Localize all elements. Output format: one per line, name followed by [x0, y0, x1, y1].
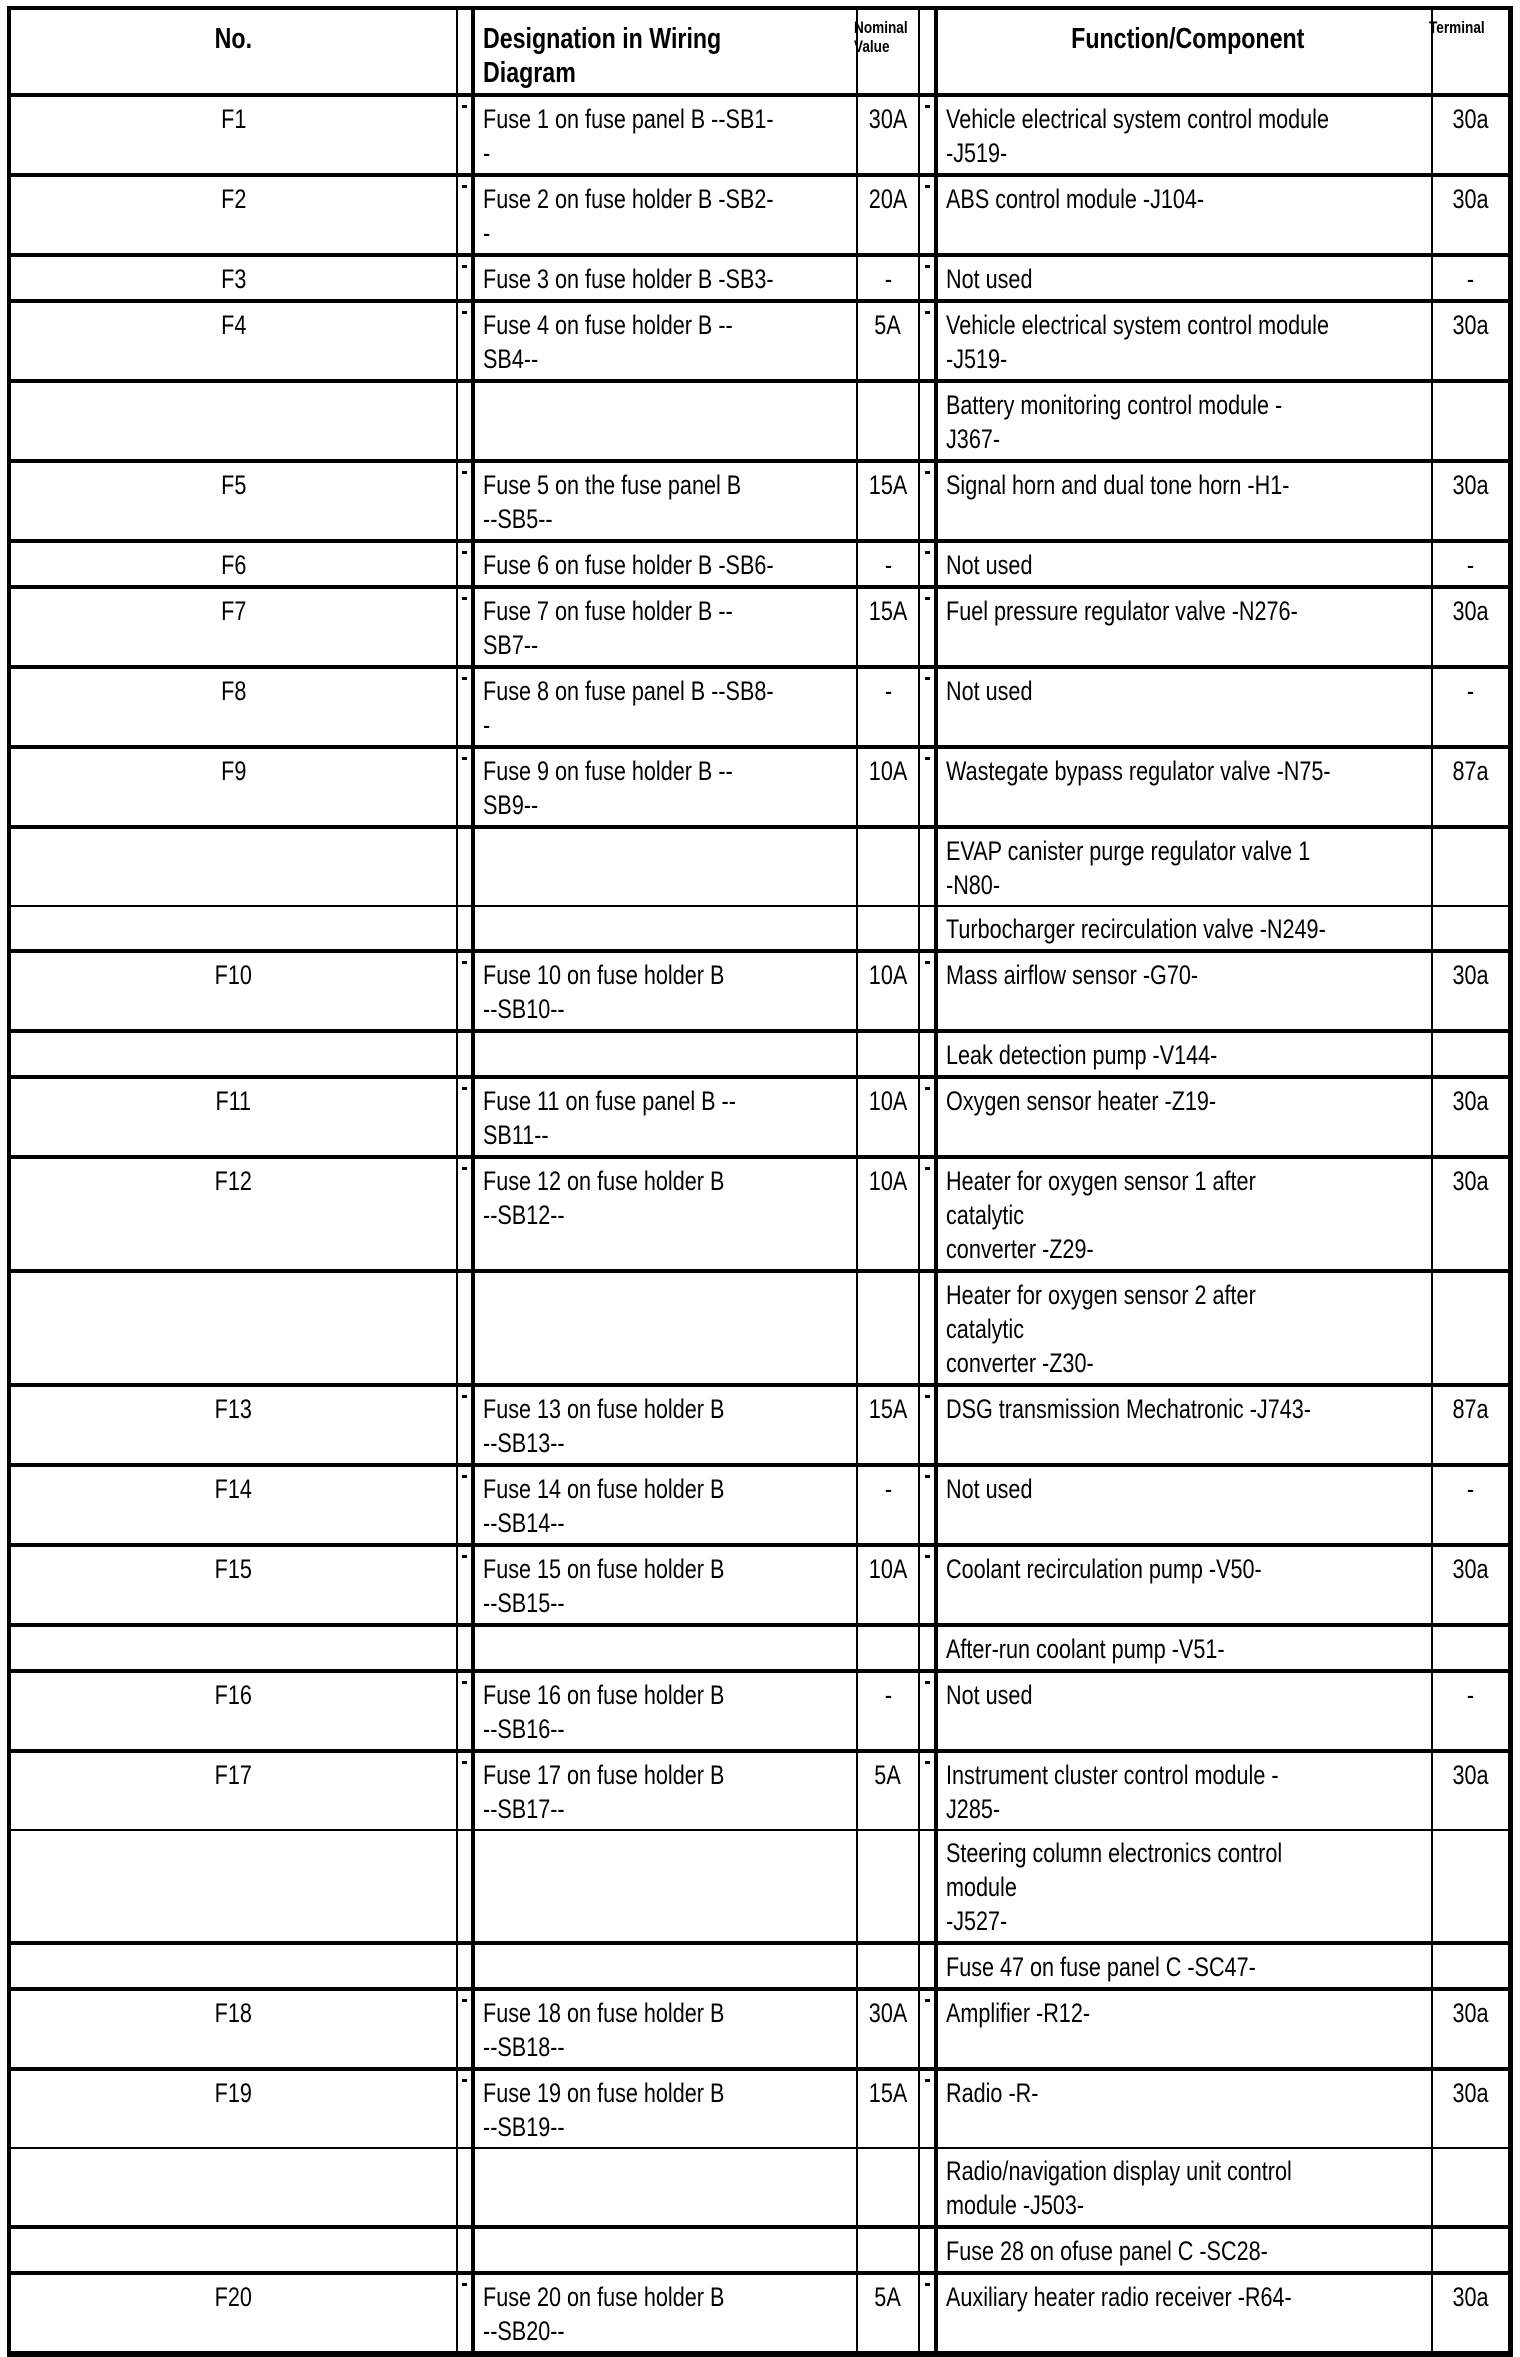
footnote-mark	[925, 1167, 930, 1170]
function-component-cell: Amplifier -R12-	[938, 1991, 1433, 2067]
table-row	[11, 459, 1508, 539]
fuse-number-cell: F4	[11, 303, 458, 379]
function-component-cell: Fuse 47 on fuse panel C -SC47-	[938, 1945, 1433, 1987]
fuse-number-cell: F12	[11, 1159, 458, 1269]
nominal-value-cell: -	[858, 669, 920, 745]
function-component-cell: Fuse 28 on ofuse panel C -SC28-	[938, 2229, 1433, 2271]
fuse-number-cell: F14	[11, 1467, 458, 1543]
function-component-cell: Heater for oxygen sensor 2 after catalytic converter -Z30-	[938, 1273, 1433, 1383]
terminal-cell: 30a	[1452, 2282, 1489, 2312]
table-row	[11, 1987, 1508, 2067]
footnote-mark	[925, 311, 930, 314]
footnote-mark	[925, 961, 930, 964]
fuse-number-cell: F15	[11, 1547, 458, 1623]
function-component-cell: DSG transmission Mechatronic -J743-	[938, 1387, 1433, 1463]
header-nominal-value: Nominal Value	[858, 10, 920, 93]
footnote-mark	[462, 1555, 467, 1558]
footnote-mark	[925, 1395, 930, 1398]
footnote-mark	[925, 1087, 930, 1090]
terminal-cell: -	[1466, 264, 1475, 294]
designation-cell: Fuse 8 on fuse panel B --SB8--	[475, 669, 858, 745]
spacer-cell-1	[458, 1547, 475, 1623]
designation-cell: Fuse 9 on fuse holder B --SB9--	[475, 749, 858, 825]
fuse-number-cell: F8	[11, 669, 458, 745]
function-component-cell: Oxygen sensor heater -Z19-	[938, 1079, 1433, 1155]
footnote-mark	[925, 1999, 930, 2002]
designation-cell: Fuse 14 on fuse holder B --SB14--	[475, 1467, 858, 1543]
table-row	[11, 379, 1508, 459]
nominal-value-cell: 15A	[858, 2071, 920, 2147]
terminal-cell	[1433, 829, 1508, 905]
fuse-number-cell	[11, 2229, 458, 2271]
terminal-cell: 30a	[1452, 1554, 1489, 1584]
terminal-cell: -	[1466, 550, 1475, 580]
fuse-number-cell: F3	[11, 257, 458, 299]
footnote-mark	[462, 471, 467, 474]
table-row	[11, 93, 1508, 173]
header-function-component: Function/Component	[938, 10, 1433, 93]
function-component-cell: Battery monitoring control module -J367-	[938, 383, 1433, 459]
fuse-number-cell	[11, 829, 458, 905]
fuse-number-cell: F17	[11, 1753, 458, 1829]
designation-cell	[475, 907, 858, 949]
spacer-cell-2	[920, 589, 938, 665]
spacer-cell-1	[458, 953, 475, 1029]
footnote-mark	[925, 677, 930, 680]
fuse-number-cell: F6	[11, 543, 458, 585]
spacer-cell-2	[920, 1753, 938, 1829]
header-spacer-1	[458, 10, 475, 93]
nominal-value-cell: -	[858, 1673, 920, 1749]
footnote-mark	[462, 185, 467, 188]
nominal-value-cell	[858, 829, 920, 905]
table-row	[11, 1463, 1508, 1543]
table-row	[11, 1543, 1508, 1623]
footnote-mark	[462, 1475, 467, 1478]
footnote-mark	[925, 1681, 930, 1684]
spacer-cell-1	[458, 1831, 475, 1941]
nominal-value-cell	[858, 383, 920, 459]
nominal-value-cell	[858, 907, 920, 949]
terminal-cell: 30a	[1452, 1086, 1489, 1116]
footnote-mark	[925, 471, 930, 474]
terminal-cell	[1433, 1033, 1508, 1075]
terminal-cell: 30a	[1452, 960, 1489, 990]
footnote-mark	[462, 551, 467, 554]
spacer-cell-1	[458, 1159, 475, 1269]
spacer-cell-1	[458, 1753, 475, 1829]
footnote-mark	[925, 2079, 930, 2082]
nominal-value-cell: 10A	[858, 1159, 920, 1269]
footnote-mark	[925, 2283, 930, 2286]
table-row	[11, 665, 1508, 745]
spacer-cell-1	[458, 303, 475, 379]
nominal-value-cell: 10A	[858, 749, 920, 825]
terminal-cell: 30a	[1452, 2078, 1489, 2108]
footnote-mark	[462, 1087, 467, 1090]
spacer-cell-2	[920, 1079, 938, 1155]
fuse-number-cell: F5	[11, 463, 458, 539]
designation-cell	[475, 1945, 858, 1987]
function-component-cell: Leak detection pump -V144-	[938, 1033, 1433, 1075]
spacer-cell-1	[458, 2275, 475, 2351]
spacer-cell-2	[920, 463, 938, 539]
spacer-cell-2	[920, 543, 938, 585]
function-component-cell: Not used	[938, 1673, 1433, 1749]
fuse-number-cell: F16	[11, 1673, 458, 1749]
function-component-cell: ABS control module -J104-	[938, 177, 1433, 253]
fuse-number-cell: F1	[11, 97, 458, 173]
spacer-cell-2	[920, 749, 938, 825]
terminal-cell: -	[1466, 1680, 1475, 1710]
footnote-mark	[925, 1475, 930, 1478]
terminal-cell	[1433, 1627, 1508, 1669]
terminal-cell: 30a	[1452, 1166, 1489, 1196]
table-row	[11, 1269, 1508, 1383]
designation-cell: Fuse 17 on fuse holder B --SB17--	[475, 1753, 858, 1829]
terminal-cell: 30a	[1452, 1760, 1489, 1790]
designation-cell: Fuse 16 on fuse holder B --SB16--	[475, 1673, 858, 1749]
table-row	[11, 949, 1508, 1029]
table-body	[11, 93, 1508, 2351]
terminal-cell: 30a	[1452, 596, 1489, 626]
terminal-cell	[1433, 2149, 1508, 2225]
table-row	[11, 825, 1508, 905]
spacer-cell-1	[458, 1467, 475, 1543]
designation-cell: Fuse 2 on fuse holder B -SB2--	[475, 177, 858, 253]
footnote-mark	[462, 311, 467, 314]
spacer-cell-1	[458, 1673, 475, 1749]
table-row	[11, 1383, 1508, 1463]
spacer-cell-2	[920, 1387, 938, 1463]
nominal-value-cell: -	[858, 257, 920, 299]
designation-cell	[475, 2149, 858, 2225]
fuse-number-cell	[11, 383, 458, 459]
spacer-cell-1	[458, 2229, 475, 2271]
spacer-cell-1	[458, 543, 475, 585]
designation-cell	[475, 1033, 858, 1075]
designation-cell: Fuse 5 on the fuse panel B --SB5--	[475, 463, 858, 539]
function-component-cell: Radio/navigation display unit control module -J503-	[938, 2149, 1433, 2225]
spacer-cell-1	[458, 177, 475, 253]
designation-cell: Fuse 15 on fuse holder B --SB15--	[475, 1547, 858, 1623]
spacer-cell-2	[920, 1033, 938, 1075]
designation-cell	[475, 1627, 858, 1669]
spacer-cell-2	[920, 2071, 938, 2147]
designation-cell	[475, 2229, 858, 2271]
spacer-cell-2	[920, 177, 938, 253]
designation-cell: Fuse 1 on fuse panel B --SB1--	[475, 97, 858, 173]
nominal-value-cell: 10A	[858, 1547, 920, 1623]
designation-cell: Fuse 10 on fuse holder B --SB10--	[475, 953, 858, 1029]
function-component-cell: Wastegate bypass regulator valve -N75-	[938, 749, 1433, 825]
nominal-value-cell	[858, 1273, 920, 1383]
fuse-number-cell	[11, 1627, 458, 1669]
spacer-cell-2	[920, 907, 938, 949]
spacer-cell-2	[920, 303, 938, 379]
fuse-number-cell	[11, 2149, 458, 2225]
fuse-number-cell: F7	[11, 589, 458, 665]
fuse-assignment-table	[7, 6, 1513, 2357]
table-row	[11, 1941, 1508, 1987]
function-component-cell: Not used	[938, 543, 1433, 585]
footnote-mark	[462, 2079, 467, 2082]
table-row	[11, 905, 1508, 949]
terminal-cell	[1433, 2229, 1508, 2271]
table-row	[11, 2147, 1508, 2225]
terminal-cell: 30a	[1452, 310, 1489, 340]
spacer-cell-2	[920, 2149, 938, 2225]
footnote-mark	[462, 2283, 467, 2286]
function-component-cell: Instrument cluster control module -J285-	[938, 1753, 1433, 1829]
spacer-cell-2	[920, 1159, 938, 1269]
function-component-cell: Not used	[938, 257, 1433, 299]
fuse-number-cell: F19	[11, 2071, 458, 2147]
fuse-number-cell: F11	[11, 1079, 458, 1155]
nominal-value-cell: 30A	[858, 97, 920, 173]
fuse-number-cell: F13	[11, 1387, 458, 1463]
table-row	[11, 1749, 1508, 1829]
function-component-cell: Fuel pressure regulator valve -N276-	[938, 589, 1433, 665]
fuse-number-cell	[11, 1273, 458, 1383]
spacer-cell-2	[920, 383, 938, 459]
fuse-number-cell: F18	[11, 1991, 458, 2067]
fuse-number-cell: F9	[11, 749, 458, 825]
footnote-mark	[462, 1999, 467, 2002]
spacer-cell-2	[920, 1831, 938, 1941]
spacer-cell-2	[920, 257, 938, 299]
footnote-mark	[462, 961, 467, 964]
header-no: No.	[11, 10, 458, 93]
terminal-cell	[1433, 1945, 1508, 1987]
terminal-cell: -	[1466, 676, 1475, 706]
designation-cell: Fuse 6 on fuse holder B -SB6-	[475, 543, 858, 585]
spacer-cell-2	[920, 1467, 938, 1543]
table-row	[11, 745, 1508, 825]
designation-cell: Fuse 7 on fuse holder B --SB7--	[475, 589, 858, 665]
spacer-cell-1	[458, 1273, 475, 1383]
nominal-value-cell: 20A	[858, 177, 920, 253]
spacer-cell-1	[458, 463, 475, 539]
designation-cell: Fuse 4 on fuse holder B --SB4--	[475, 303, 858, 379]
nominal-value-cell: 10A	[858, 953, 920, 1029]
terminal-cell: 87a	[1452, 1394, 1489, 1424]
function-component-cell: After-run coolant pump -V51-	[938, 1627, 1433, 1669]
nominal-value-cell: 5A	[858, 2275, 920, 2351]
footnote-mark	[462, 1761, 467, 1764]
spacer-cell-2	[920, 1673, 938, 1749]
table-row	[11, 299, 1508, 379]
fuse-number-cell	[11, 907, 458, 949]
nominal-value-cell: 15A	[858, 589, 920, 665]
spacer-cell-1	[458, 1387, 475, 1463]
function-component-cell: Vehicle electrical system control module -J519-	[938, 303, 1433, 379]
function-component-cell: Heater for oxygen sensor 1 after catalytic converter -Z29-	[938, 1159, 1433, 1269]
table-row	[11, 2225, 1508, 2271]
spacer-cell-2	[920, 2275, 938, 2351]
footnote-mark	[462, 597, 467, 600]
function-component-cell: Radio -R-	[938, 2071, 1433, 2147]
function-component-cell: Not used	[938, 1467, 1433, 1543]
nominal-value-cell	[858, 1033, 920, 1075]
nominal-value-cell	[858, 1627, 920, 1669]
fuse-number-cell	[11, 1945, 458, 1987]
spacer-cell-2	[920, 1991, 938, 2067]
nominal-value-cell	[858, 2149, 920, 2225]
spacer-cell-1	[458, 669, 475, 745]
nominal-value-cell	[858, 1945, 920, 1987]
header-terminal: Terminal	[1429, 18, 1485, 37]
footnote-mark	[925, 185, 930, 188]
nominal-value-cell: 15A	[858, 463, 920, 539]
function-component-cell: Steering column electronics control module -J527-	[938, 1831, 1433, 1941]
nominal-value-cell: 30A	[858, 1991, 920, 2067]
table-row	[11, 1669, 1508, 1749]
table-header-row	[11, 10, 1508, 93]
footnote-mark	[925, 265, 930, 268]
spacer-cell-2	[920, 829, 938, 905]
terminal-cell: 87a	[1452, 756, 1489, 786]
spacer-cell-2	[920, 2229, 938, 2271]
spacer-cell-2	[920, 1547, 938, 1623]
spacer-cell-2	[920, 669, 938, 745]
nominal-value-cell: -	[858, 1467, 920, 1543]
table-row	[11, 253, 1508, 299]
designation-cell	[475, 829, 858, 905]
designation-cell: Fuse 20 on fuse holder B --SB20--	[475, 2275, 858, 2351]
footnote-mark	[462, 757, 467, 760]
designation-cell	[475, 1831, 858, 1941]
spacer-cell-2	[920, 1945, 938, 1987]
fuse-number-cell	[11, 1033, 458, 1075]
footnote-mark	[925, 105, 930, 108]
spacer-cell-1	[458, 383, 475, 459]
spacer-cell-1	[458, 1945, 475, 1987]
terminal-cell: 30a	[1452, 104, 1489, 134]
footnote-mark	[462, 265, 467, 268]
footnote-mark	[462, 1395, 467, 1398]
table-row	[11, 585, 1508, 665]
footnote-mark	[925, 1555, 930, 1558]
terminal-cell	[1433, 1273, 1508, 1383]
spacer-cell-2	[920, 97, 938, 173]
function-component-cell: Turbocharger recirculation valve -N249-	[938, 907, 1433, 949]
footnote-mark	[925, 551, 930, 554]
table-row	[11, 2067, 1508, 2147]
fuse-number-cell	[11, 1831, 458, 1941]
spacer-cell-1	[458, 907, 475, 949]
footnote-mark	[925, 1761, 930, 1764]
function-component-cell: Vehicle electrical system control module -J519-	[938, 97, 1433, 173]
nominal-value-cell: 10A	[858, 1079, 920, 1155]
designation-cell: Fuse 19 on fuse holder B --SB19--	[475, 2071, 858, 2147]
terminal-cell: 30a	[1452, 470, 1489, 500]
spacer-cell-1	[458, 1033, 475, 1075]
nominal-value-cell: 15A	[858, 1387, 920, 1463]
fuse-number-cell: F20	[11, 2275, 458, 2351]
fuse-number-cell: F10	[11, 953, 458, 1029]
spacer-cell-1	[458, 2149, 475, 2225]
spacer-cell-1	[458, 97, 475, 173]
footnote-mark	[925, 757, 930, 760]
footnote-mark	[462, 105, 467, 108]
footnote-mark	[462, 677, 467, 680]
header-spacer-2	[920, 10, 938, 93]
function-component-cell: Mass airflow sensor -G70-	[938, 953, 1433, 1029]
header-designation: Designation in Wiring Diagram	[475, 10, 858, 93]
spacer-cell-1	[458, 1627, 475, 1669]
spacer-cell-1	[458, 257, 475, 299]
designation-cell: Fuse 3 on fuse holder B -SB3-	[475, 257, 858, 299]
designation-cell: Fuse 12 on fuse holder B --SB12--	[475, 1159, 858, 1269]
function-component-cell: Auxiliary heater radio receiver -R64-	[938, 2275, 1433, 2351]
designation-cell: Fuse 11 on fuse panel B --SB11--	[475, 1079, 858, 1155]
designation-cell	[475, 383, 858, 459]
spacer-cell-1	[458, 1079, 475, 1155]
spacer-cell-2	[920, 953, 938, 1029]
nominal-value-cell	[858, 2229, 920, 2271]
spacer-cell-1	[458, 2071, 475, 2147]
table-row	[11, 1829, 1508, 1941]
spacer-cell-1	[458, 829, 475, 905]
table-row	[11, 173, 1508, 253]
table-row	[11, 1075, 1508, 1155]
spacer-cell-1	[458, 1991, 475, 2067]
footnote-mark	[462, 1681, 467, 1684]
function-component-cell: Signal horn and dual tone horn -H1-	[938, 463, 1433, 539]
table-row	[11, 539, 1508, 585]
spacer-cell-1	[458, 749, 475, 825]
terminal-cell	[1433, 1831, 1508, 1941]
terminal-cell: 30a	[1452, 1998, 1489, 2028]
table-row	[11, 1029, 1508, 1075]
table-row	[11, 1623, 1508, 1669]
terminal-cell	[1433, 383, 1508, 459]
table-row	[11, 2271, 1508, 2351]
designation-cell	[475, 1273, 858, 1383]
terminal-cell: -	[1466, 1474, 1475, 1504]
spacer-cell-2	[920, 1273, 938, 1383]
footnote-mark	[462, 1167, 467, 1170]
nominal-value-cell: -	[858, 543, 920, 585]
function-component-cell: EVAP canister purge regulator valve 1 -N80-	[938, 829, 1433, 905]
function-component-cell: Coolant recirculation pump -V50-	[938, 1547, 1433, 1623]
designation-cell: Fuse 13 on fuse holder B --SB13--	[475, 1387, 858, 1463]
terminal-cell: 30a	[1452, 184, 1489, 214]
designation-cell: Fuse 18 on fuse holder B --SB18--	[475, 1991, 858, 2067]
nominal-value-cell: 5A	[858, 1753, 920, 1829]
terminal-cell	[1433, 907, 1508, 949]
function-component-cell: Not used	[938, 669, 1433, 745]
spacer-cell-1	[458, 589, 475, 665]
nominal-value-cell	[858, 1831, 920, 1941]
footnote-mark	[925, 597, 930, 600]
spacer-cell-2	[920, 1627, 938, 1669]
fuse-number-cell: F2	[11, 177, 458, 253]
table-row	[11, 1155, 1508, 1269]
nominal-value-cell: 5A	[858, 303, 920, 379]
